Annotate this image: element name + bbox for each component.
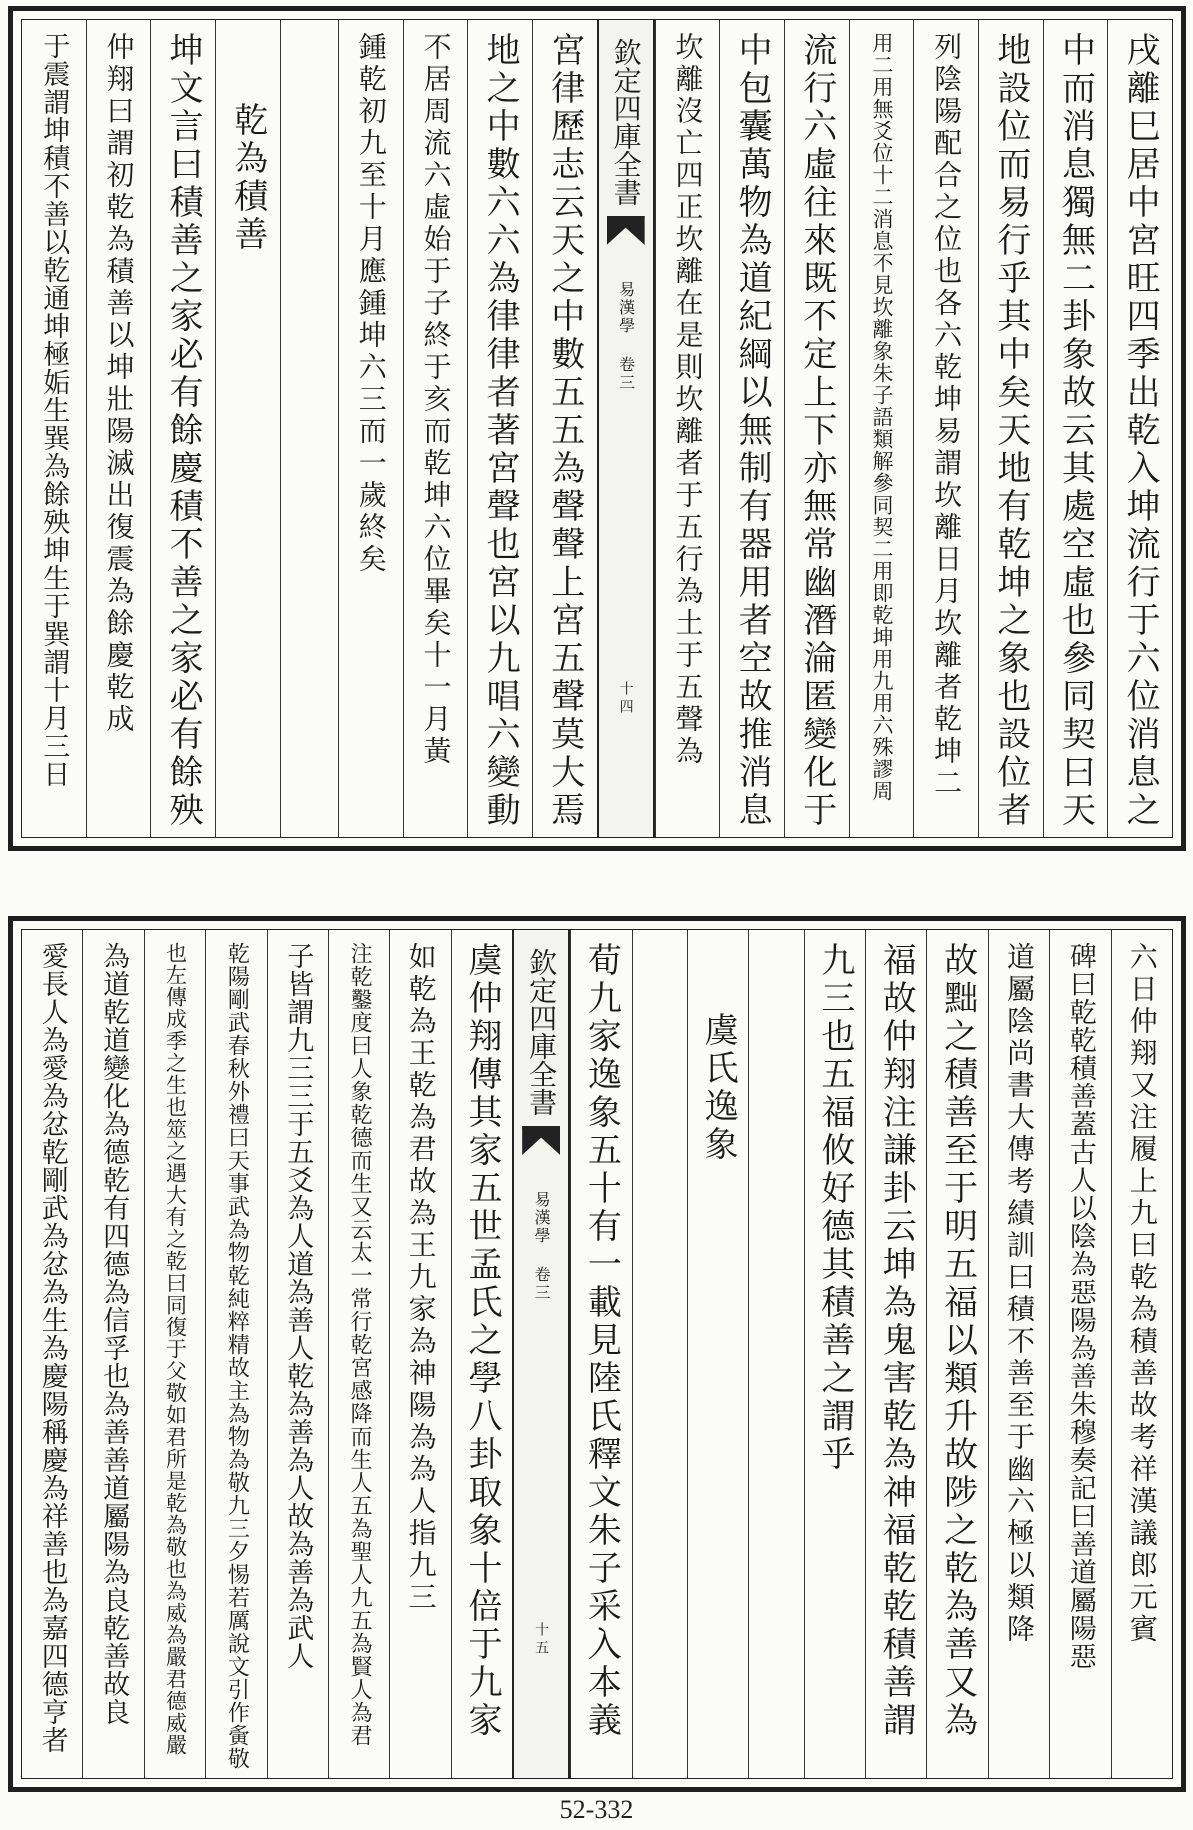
fish-tail-ornament <box>522 1126 560 1155</box>
column-text: 荀九家逸象五十有一載見陸氏釋文朱子采入本義 <box>581 942 622 1740</box>
column-text: 九三也五福攸好德其積善之謂乎 <box>814 942 855 1474</box>
section-heading: 虞氏逸象 <box>698 1012 739 1164</box>
column-text: 子皆謂九三三于五爻為人道為善人乾為善為人故為善為武人 <box>282 942 314 1670</box>
column-text: 虞仲翔傳其家五世孟氏之學八卦取象十倍于九家 <box>461 942 502 1740</box>
column-text: 地設位而易行乎其中矣天地有乾坤之象也設位者 <box>990 32 1031 830</box>
center-fold <box>597 20 655 837</box>
column-text: 中包囊萬物為道紀綱以無制有器用者空故推消息 <box>732 32 773 830</box>
text-column <box>865 930 926 1778</box>
page-number: 52-332 <box>559 1795 634 1824</box>
column-text: 中而消息獨無二卦象故云其處空虛也參同契曰天 <box>1055 32 1096 830</box>
text-column <box>655 20 720 837</box>
leaf-number: 十四 <box>617 681 634 717</box>
text-column <box>632 930 687 1778</box>
text-column <box>215 20 280 837</box>
text-column <box>467 20 532 837</box>
fish-tail-ornament <box>607 216 645 245</box>
column-text: 道屬陰尚書大傳考績訓曰積不善至于幽六極以類降 <box>1003 942 1037 1646</box>
text-column <box>328 930 389 1778</box>
text-column <box>926 930 987 1778</box>
text-column <box>451 930 512 1778</box>
column-text: 流行六虛往來既不定上下亦無常幽潛淪匿變化于 <box>796 32 837 830</box>
leaf-number: 十五 <box>533 1622 550 1658</box>
bottom-page <box>8 916 1186 1792</box>
text-column <box>978 20 1043 837</box>
column-text: 注乾鑿度曰人象乾德而生又云太一常行乾宮感降而生人五為聖人九五為賢人為君 <box>347 942 373 1747</box>
column-text: 鍾乾初九至十月應鍾坤六三而一歲終矣 <box>354 32 388 576</box>
text-column <box>804 930 865 1778</box>
volume-label: 易漢學 卷三 <box>532 1191 552 1302</box>
top-page <box>8 6 1186 851</box>
text-column <box>338 20 403 837</box>
bottom-page-frame <box>21 929 1173 1779</box>
column-text: 宮律歷志云天之中數五五為聲聲上宮五聲莫大焉 <box>544 32 585 830</box>
top-page-frame <box>21 19 1173 838</box>
column-text: 愛長人為愛為忿乾剛武為忿為生為慶陽稱慶為祥善也為嘉四德亨者 <box>36 942 68 1754</box>
text-column <box>389 930 450 1778</box>
text-column <box>86 20 151 837</box>
center-fold <box>512 930 570 1778</box>
text-column <box>22 20 86 837</box>
text-column <box>144 930 205 1778</box>
text-column <box>22 930 82 1778</box>
column-text: 也左傳成季之生也筮之遇大有之乾曰同復于父敬如君所是乾為敬也為威為嚴君德威嚴 <box>163 942 188 1756</box>
text-column <box>913 20 978 837</box>
text-column <box>570 930 631 1778</box>
text-column <box>82 930 143 1778</box>
text-column <box>988 930 1049 1778</box>
text-column <box>1107 20 1172 837</box>
text-column <box>1043 20 1108 837</box>
text-column <box>267 930 328 1778</box>
column-text: 地之中數六六為律律者著宮聲也宮以九唱六變動 <box>480 32 521 830</box>
book-title: 欽定四庫全書 <box>609 38 643 206</box>
text-column <box>205 930 266 1778</box>
text-column <box>1049 930 1110 1778</box>
text-column <box>849 20 914 837</box>
column-text: 坎離沒亡四正坎離在是則坎離者于五行為土于五聲為 <box>671 32 705 768</box>
column-text: 坤文言曰積善之家必有餘慶積不善之家必有餘殃 <box>163 32 204 830</box>
column-text: 故黜之積善至于明五福以類升故陟之乾為善又為 <box>937 942 978 1740</box>
column-text: 用二用無爻位十二消息不見坎離象朱子語類解參同契二用即乾坤用九用六殊謬周 <box>869 32 894 802</box>
column-text: 不居周流六虛始于子終于亥而乾坤六位畢矣十一月黃 <box>419 32 453 768</box>
volume-label: 易漢學 卷三 <box>616 281 636 392</box>
text-column <box>150 20 215 837</box>
text-column <box>719 20 784 837</box>
text-column <box>1111 930 1172 1778</box>
column-text: 乾陽剛武春秋外禮曰天事武為物乾純粹精故主為物為敬九三夕惕若厲說文引作夤敬 <box>224 942 250 1770</box>
column-text: 碑曰乾乾積善蓋古人以陰為惡陽為善朱穆奏記曰善道屬陽惡 <box>1064 942 1096 1670</box>
column-text: 于震謂坤積不善以乾通坤極姤生巽為餘殃坤生于巽謂十月三日 <box>38 32 70 788</box>
text-column <box>532 20 597 837</box>
text-column <box>403 20 468 837</box>
column-text: 仲翔曰謂初乾為積善以坤壯陽滅出復震為餘慶乾成 <box>102 32 136 736</box>
section-heading: 乾為積善 <box>227 102 268 254</box>
book-title: 欽定四庫全書 <box>525 948 559 1116</box>
text-column <box>687 930 748 1778</box>
column-text: 為道乾道變化為德乾有四德為信孚也為善善道屬陽為良乾善故良 <box>98 942 130 1726</box>
text-column <box>784 20 849 837</box>
column-text: 列陰陽配合之位也各六乾坤易謂坎離日月坎離者乾坤二 <box>930 32 964 800</box>
column-text: 戌離巳居中宮旺四季出乾入坤流行于六位消息之 <box>1120 32 1161 830</box>
column-text: 福故仲翔注謙卦云坤為鬼害乾為神福乾乾積善謂 <box>876 942 917 1740</box>
text-column <box>748 930 803 1778</box>
column-text: 六日仲翔又注履上九曰乾為積善故考祥漢議郎元賓 <box>1125 942 1159 1646</box>
column-text: 如乾為王乾為君故為王九家為神陽為為人指九三 <box>404 942 438 1614</box>
text-column <box>280 20 338 837</box>
